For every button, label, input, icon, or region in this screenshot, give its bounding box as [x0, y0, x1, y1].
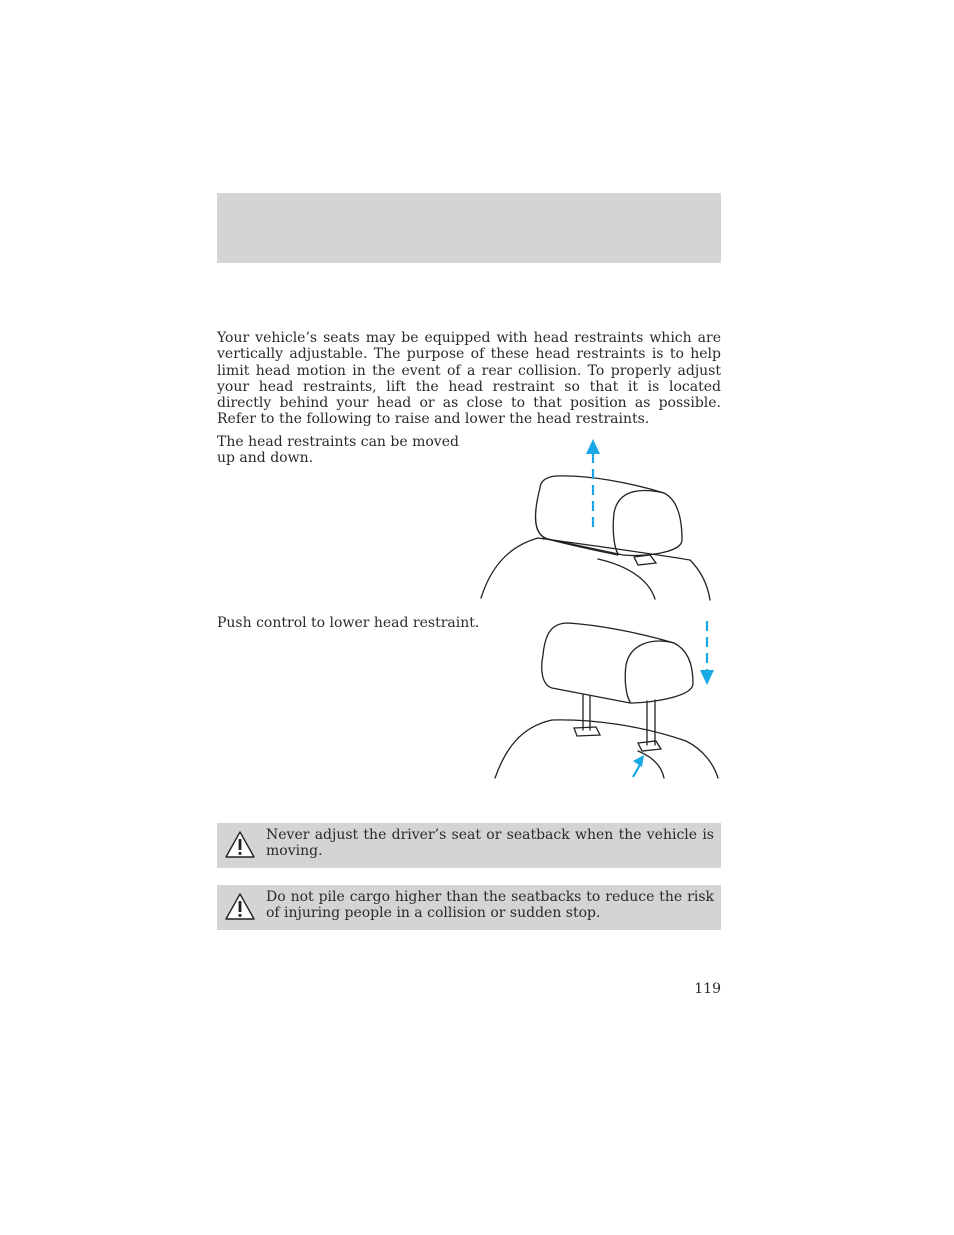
head-restraint-lower-illustration [490, 615, 722, 783]
headrest-front-panel [613, 490, 664, 554]
headrest-body [542, 623, 693, 703]
header-band [217, 193, 721, 263]
adjust-control [638, 741, 661, 751]
down-arrow-head [700, 670, 714, 685]
figure2-caption: Push control to lower head restraint. [217, 615, 480, 631]
headrest-front-panel [625, 641, 674, 702]
warning-box-cargo [217, 885, 721, 930]
intro-paragraph: Your vehicle’s seats may be equipped with head restraints which are vertically adjustable. The purpose of these head restraints is to help limit head motion in the event of a rear collision. To properly adjust your head restraints, lift the head restraint so that it is located directly behind your head or as close to that position as possible. Refer to the following to raise and lower the head restraints. [217, 330, 721, 428]
seatback-seam [598, 559, 655, 599]
headrest-lower-edge [543, 538, 618, 555]
warning-text: Do not pile cargo higher than the seatbacks to reduce the risk of injuring people in a collision or sudden stop. [266, 889, 714, 922]
headrest-left-post [583, 695, 590, 730]
warning-triangle-icon [224, 892, 256, 921]
figure1-caption: The head restraints can be moved up and down. [217, 434, 459, 467]
warning-text: Never adjust the driver’s seat or seatback when the vehicle is moving. [266, 827, 714, 860]
adjust-control [634, 555, 656, 565]
up-arrow-head [586, 439, 600, 454]
warning-triangle-icon [224, 830, 256, 859]
headrest-body [535, 476, 682, 556]
page-number: 119 [694, 981, 721, 997]
seatback-outline [481, 538, 710, 600]
left-post-guide [574, 727, 600, 736]
headrest-right-post [647, 700, 655, 745]
head-restraint-raise-illustration [478, 435, 714, 603]
warning-box-seat-adjust [217, 823, 721, 868]
seatback-outline [495, 720, 718, 778]
